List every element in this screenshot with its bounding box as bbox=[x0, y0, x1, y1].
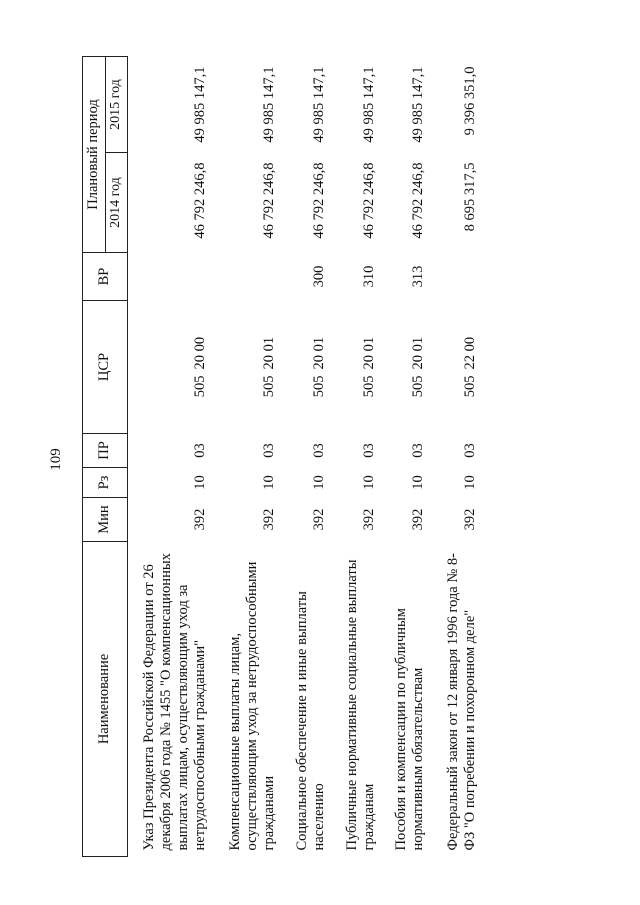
row-csr-program: 505 bbox=[462, 375, 479, 398]
row-csr-item: 20 01 bbox=[311, 336, 328, 370]
table-row bbox=[127, 56, 210, 856]
header-min: Мин bbox=[83, 498, 128, 542]
row-rz: 10 bbox=[361, 475, 378, 490]
table-row bbox=[379, 56, 428, 856]
row-rz: 10 bbox=[462, 475, 479, 490]
row-csr bbox=[279, 301, 329, 434]
row-csr bbox=[428, 301, 480, 434]
header-vr: ВР bbox=[83, 253, 128, 301]
header-planned-period: Плановый период bbox=[83, 56, 106, 252]
row-2014: 46 792 246,8 bbox=[192, 162, 209, 239]
row-csr-program: 505 bbox=[361, 375, 378, 398]
row-2015: 49 985 147,1 bbox=[311, 66, 328, 143]
row-pr: 03 bbox=[361, 443, 378, 458]
header-csr: ЦСР bbox=[83, 301, 128, 434]
row-csr bbox=[329, 301, 379, 434]
row-csr-item: 22 00 bbox=[462, 336, 479, 370]
row-name: Компенсационные выплаты лицам, осуществляющим уход за нетрудоспособными гражданами bbox=[227, 561, 278, 851]
page-number: 109 bbox=[47, 448, 64, 471]
table-row bbox=[210, 56, 279, 856]
row-2015: 49 985 147,1 bbox=[410, 66, 427, 143]
header-year-2015: 2015 год bbox=[106, 56, 128, 152]
row-vr: 310 bbox=[361, 265, 378, 288]
row-vr bbox=[428, 253, 480, 301]
table-row bbox=[428, 56, 480, 856]
row-2015: 49 985 147,1 bbox=[192, 66, 209, 143]
row-vr bbox=[210, 253, 279, 301]
header-pr: ПР bbox=[83, 434, 128, 468]
budget-table-sheet bbox=[82, 57, 517, 857]
row-vr: 300 bbox=[311, 265, 328, 288]
row-min: 392 bbox=[462, 508, 479, 531]
row-min: 392 bbox=[311, 508, 328, 531]
row-pr: 03 bbox=[261, 443, 278, 458]
row-csr-item: 20 00 bbox=[192, 336, 209, 370]
row-name: Пособия и компенсации по публичным нормативным обязательствам bbox=[393, 608, 427, 851]
row-rz: 10 bbox=[410, 475, 427, 490]
row-rz: 10 bbox=[261, 475, 278, 490]
budget-table bbox=[82, 56, 480, 857]
row-vr bbox=[127, 253, 210, 301]
header-year-2014: 2014 год bbox=[106, 153, 128, 253]
row-2015: 49 985 147,1 bbox=[261, 66, 278, 143]
row-csr bbox=[210, 301, 279, 434]
row-min: 392 bbox=[261, 508, 278, 531]
row-csr-item: 20 01 bbox=[261, 336, 278, 370]
row-name: Публичные нормативные социальные выплаты гражданам bbox=[344, 559, 378, 851]
row-csr-item: 20 01 bbox=[410, 336, 427, 370]
row-name: Федеральный закон от 12 января 1996 года № 8-ФЗ "О погребении и похоронном деле" bbox=[445, 553, 479, 851]
row-csr-program: 505 bbox=[311, 375, 328, 398]
row-min: 392 bbox=[410, 508, 427, 531]
row-pr: 03 bbox=[410, 443, 427, 458]
row-csr-program: 505 bbox=[410, 375, 427, 398]
table-row bbox=[329, 56, 379, 856]
row-2014: 46 792 246,8 bbox=[361, 162, 378, 239]
row-csr-program: 505 bbox=[261, 375, 278, 398]
row-csr bbox=[379, 301, 428, 434]
row-rz: 10 bbox=[311, 475, 328, 490]
row-name: Указ Президента Российской Федерации от 26 декабря 2006 года № 1455 "О компенсационных выплатах лицам, осуществляющим уход за нетрудоспособными гражданами" bbox=[141, 553, 209, 851]
row-vr: 313 bbox=[410, 265, 427, 288]
header-name: Наименование bbox=[83, 542, 128, 857]
row-pr: 03 bbox=[311, 443, 328, 458]
row-csr bbox=[127, 301, 210, 434]
header-rz: Рз bbox=[83, 468, 128, 498]
row-min: 392 bbox=[361, 508, 378, 531]
row-min: 392 bbox=[192, 508, 209, 531]
row-pr: 03 bbox=[462, 443, 479, 458]
row-rz: 10 bbox=[192, 475, 209, 490]
row-2014: 46 792 246,8 bbox=[410, 162, 427, 239]
row-2014: 46 792 246,8 bbox=[261, 162, 278, 239]
row-name: Социальное обеспечение и иные выплаты населению bbox=[294, 591, 328, 851]
row-pr: 03 bbox=[192, 443, 209, 458]
row-2014: 46 792 246,8 bbox=[311, 162, 328, 239]
row-csr-item: 20 01 bbox=[361, 336, 378, 370]
row-2015: 9 396 351,0 bbox=[462, 66, 479, 136]
table-row bbox=[279, 56, 329, 856]
row-2015: 49 985 147,1 bbox=[361, 66, 378, 143]
row-csr-program: 505 bbox=[192, 375, 209, 398]
row-2014: 8 695 317,5 bbox=[462, 162, 479, 232]
